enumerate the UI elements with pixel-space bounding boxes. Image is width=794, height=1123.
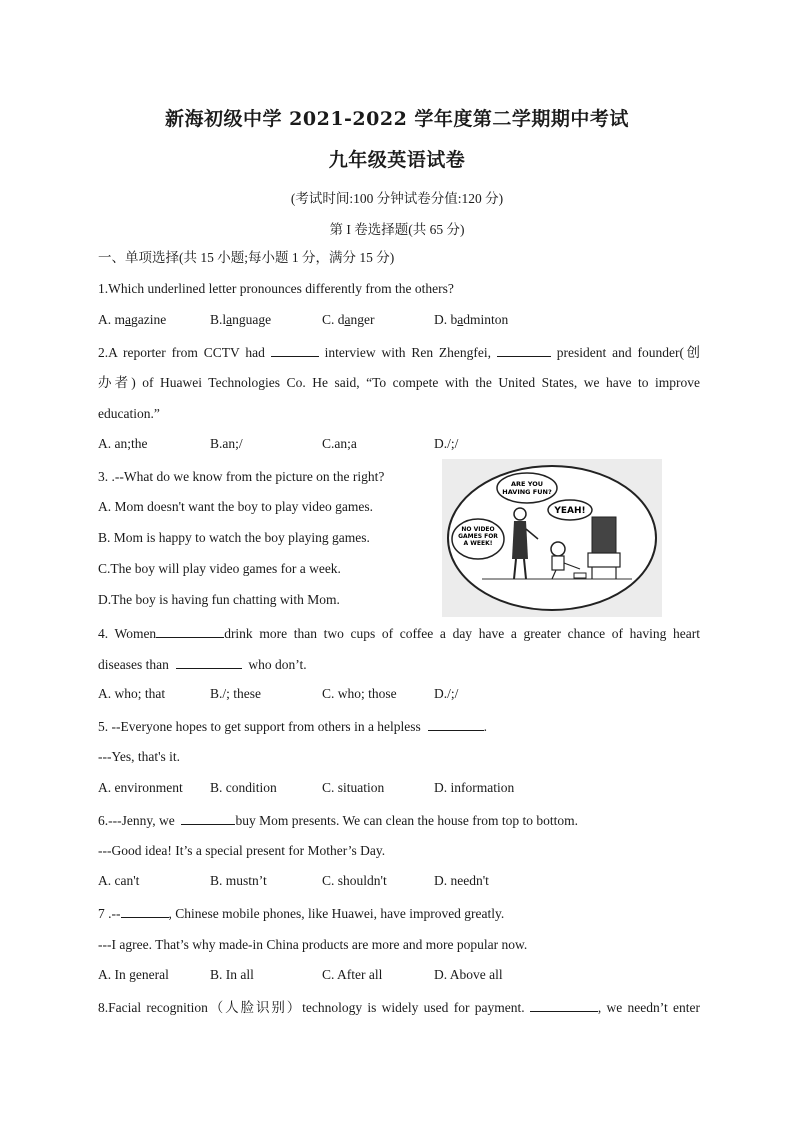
q6-option-d: D. needn't [434, 873, 489, 888]
q2-option-d: D./;/ [434, 436, 459, 451]
answer-blank [176, 655, 242, 669]
q5-line-1: 5. --Everyone hopes to get support from others in a helpless . [98, 719, 487, 734]
q6-option-a: A. can't [98, 873, 140, 888]
q5-line-2: ---Yes, that's it. [98, 749, 181, 764]
q3-option-d: D.The boy is having fun chatting with Mom. [98, 592, 340, 607]
q1-option-d: D. badminton [434, 312, 509, 327]
answer-blank [428, 717, 484, 731]
q2-line-3: education.” [98, 406, 160, 421]
q1-option-a: A. magazine [98, 312, 167, 327]
section-heading: 一、单项选择(共 15 小题;每小题 1 分，满分 15 分) [98, 250, 395, 265]
answer-blank [181, 811, 235, 825]
q7-option-d: D. Above all [434, 967, 503, 982]
q8-line-1: 8.Facial recognition（人脸识别）technology is widely used for payment. , we needn’t enter [98, 1000, 701, 1015]
volume-heading: 第 I 卷选择题(共 65 分) [329, 222, 465, 237]
q6-line-1: 6.---Jenny, we buy Mom presents. We can clean the house from top to bottom. [98, 813, 578, 828]
q4-option-c: C. who; those [322, 686, 397, 701]
q5-option-d: D. information [434, 780, 515, 795]
q7-line-1: 7 .-- , Chinese mobile phones, like Huawei, have improved greatly. [98, 906, 505, 921]
answer-blank [497, 343, 551, 357]
q2-option-b: B.an;/ [210, 436, 243, 451]
cartoon-bubble-yeah: YEAH! [554, 506, 586, 516]
q5-option-a: A. environment [98, 780, 183, 795]
q1-option-b: B.language [210, 312, 272, 327]
q7-option-c: C. After all [322, 967, 383, 982]
q4-option-b: B./; these [210, 686, 261, 701]
answer-blank [121, 904, 169, 918]
q6-line-2: ---Good idea! It’s a special present for Mother’s Day. [98, 843, 386, 858]
q7-line-2: ---I agree. That’s why made-in China products are more and more popular now. [98, 937, 528, 952]
q2-line-1: 2.A reporter from CCTV had interview with Ren Zhengfei, president and founder(创 [98, 345, 700, 360]
q4-line-2: diseases than who don’t. [98, 657, 307, 672]
q1-stem: 1.Which underlined letter pronounces differently from the others? [98, 281, 454, 296]
q1-option-c: C. danger [322, 312, 375, 327]
q3-option-c: C.The boy will play video games for a week. [98, 561, 341, 576]
exam-info: (考试时间:100 分钟试卷分值:120 分) [290, 191, 504, 206]
exam-subtitle: 九年级英语试卷 [328, 149, 466, 171]
q3-stem: 3. .--What do we know from the picture on the right? [98, 469, 385, 484]
q3-cartoon-illustration [442, 459, 662, 617]
q2-line-2: 办者) of Huawei Technologies Co. He said, “To compete with the United States, we have to improve [98, 375, 700, 390]
q5-option-c: C. situation [322, 780, 385, 795]
q4-option-a: A. who; that [98, 686, 166, 701]
q5-option-b: B. condition [210, 780, 277, 795]
q3-option-b: B. Mom is happy to watch the boy playing games. [98, 530, 370, 545]
q6-option-b: B. mustn’t [210, 873, 267, 888]
exam-title: 新海初级中学 2021-2022 学年度第二学期期中考试 [165, 108, 629, 130]
q7-option-b: B. In all [210, 967, 254, 982]
q2-option-c: C.an;a [322, 436, 357, 451]
q4-line-1: 4. Women drink more than two cups of coffee a day have a greater chance of having heart [98, 626, 700, 641]
cartoon-bubble-question: ARE YOU HAVING FUN? [502, 480, 552, 496]
q4-option-d: D./;/ [434, 686, 459, 701]
q7-option-a: A. In general [98, 967, 169, 982]
answer-blank [271, 343, 319, 357]
answer-blank [530, 998, 598, 1012]
cartoon-bubble-ban: NO VIDEO GAMES FOR A WEEK! [458, 526, 498, 547]
q6-option-c: C. shouldn't [322, 873, 387, 888]
q3-option-a: A. Mom doesn't want the boy to play video games. [98, 499, 374, 514]
answer-blank [156, 624, 224, 638]
q2-option-a: A. an;the [98, 436, 148, 451]
